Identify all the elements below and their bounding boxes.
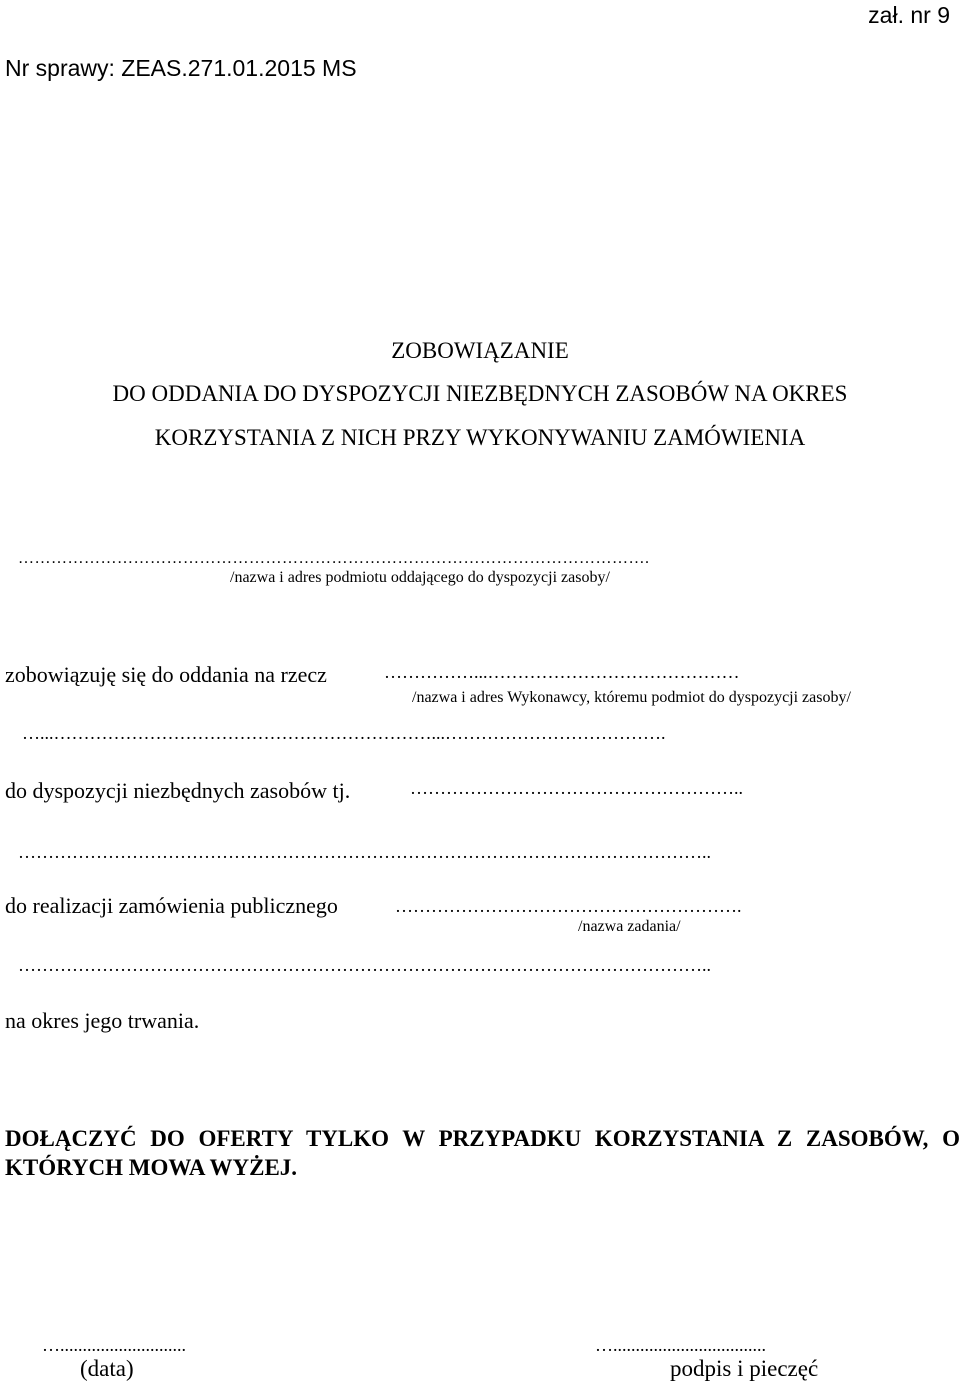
case-number: Nr sprawy: ZEAS.271.01.2015 MS (5, 55, 357, 81)
document-title-line-3: KORZYSTANIA Z NICH PRZY WYKONYWANIU ZAMÓWIENIA (154, 425, 806, 450)
contractor-fill-line[interactable]: ……………...…………………………………… (384, 662, 740, 682)
attachment-number: zał. nr 9 (868, 2, 950, 28)
task-caption: /nazwa zadania/ (578, 918, 681, 935)
resources-text: do dyspozycji niezbędnych zasobów tj. (5, 778, 351, 803)
duration-text: na okres jego trwania. (5, 1008, 200, 1033)
signature-fill-line[interactable]: ….................................. (595, 1335, 766, 1355)
notice-text: DOŁĄCZYĆ DO OFERTY TYLKO W PRZYPADKU KORZYSTANIA Z ZASOBÓW, O KTÓRYCH MOWA WYŻEJ. (5, 1126, 960, 1180)
contractor-caption: /nazwa i adres Wykonawcy, któremu podmiot do dyspozycji zasoby/ (412, 689, 851, 706)
task-fill-line[interactable]: …………………………………………………. (395, 896, 742, 916)
date-label: (data) (80, 1356, 134, 1381)
commitment-text: zobowiązuję się do oddania na rzecz (5, 662, 327, 687)
resources-fill-line-2[interactable]: …………………………………………………………………………………………………….. (18, 842, 711, 862)
document-title-line-2: DO ODDANIA DO DYSPOZYCJI NIEZBĘDNYCH ZASOBÓW NA OKRES (112, 381, 848, 406)
subject-fill-line[interactable]: ……………………………………………………………………………………………………. (18, 550, 650, 567)
resources-fill-line[interactable]: ……………………………………………….. (410, 778, 743, 798)
document-title: ZOBOWIĄZANIE (391, 338, 569, 363)
subject-caption: /nazwa i adres podmiotu oddającego do dyspozycji zasoby/ (230, 569, 610, 586)
realization-text: do realizacji zamówienia publicznego (5, 893, 338, 918)
contractor-fill-line-2[interactable]: …...………………………………………………………...………………………………. (22, 723, 666, 743)
signature-label: podpis i pieczęć (670, 1356, 819, 1381)
task-fill-line-2[interactable]: …………………………………………………………………………………………………….. (18, 955, 711, 975)
date-fill-line[interactable]: …............................ (42, 1335, 186, 1355)
